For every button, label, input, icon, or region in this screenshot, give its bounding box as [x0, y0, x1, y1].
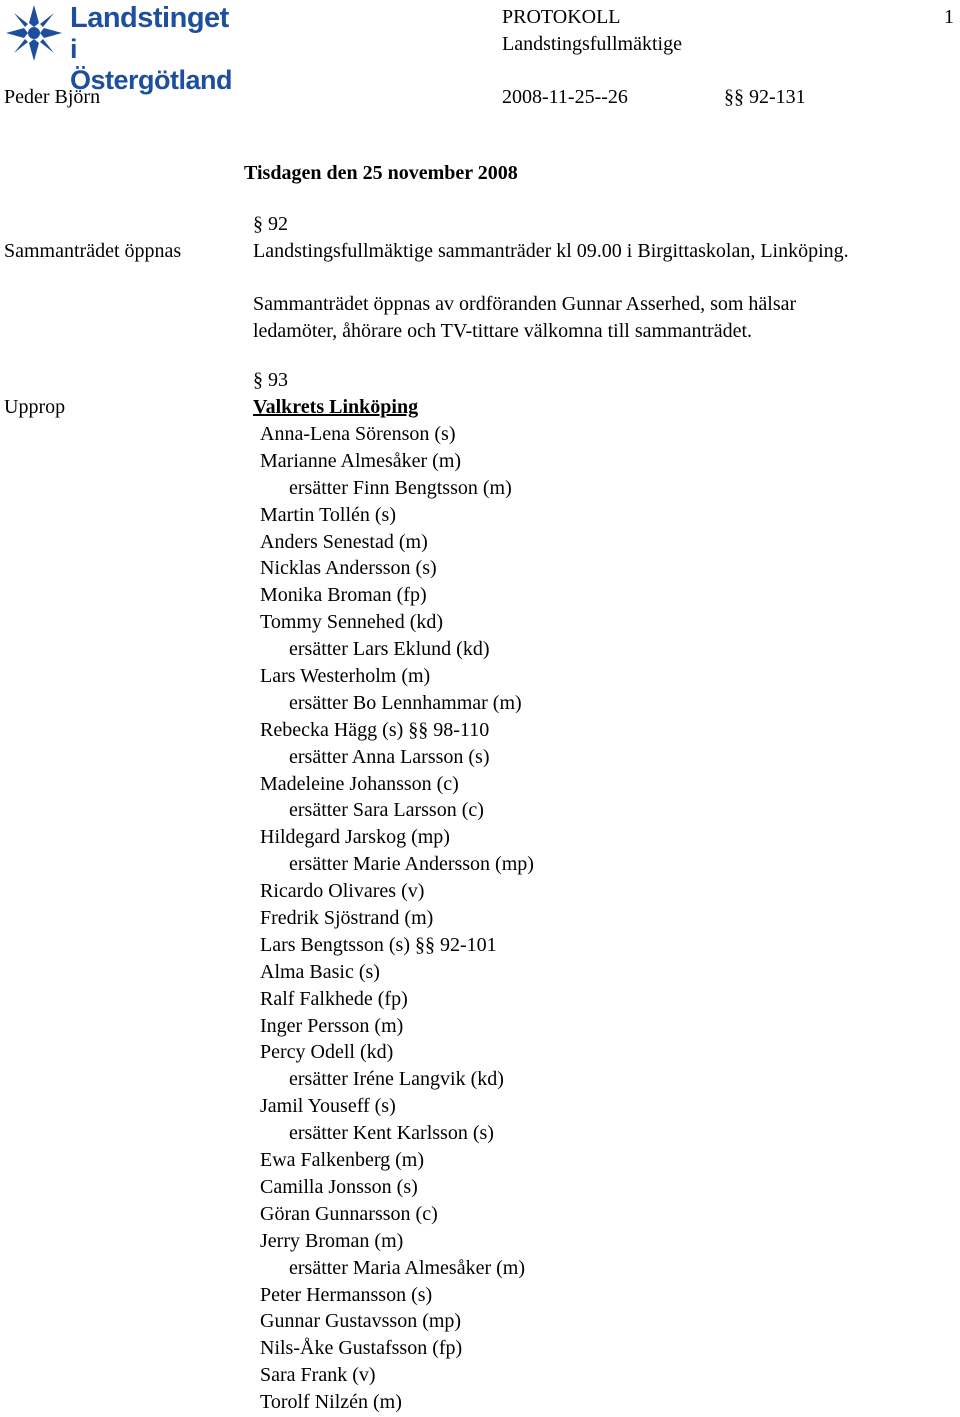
member-item: Anders Senestad (m) — [260, 530, 428, 553]
member-list — [260, 421, 534, 1416]
member-item: Fredrik Sjöstrand (m) — [260, 907, 434, 930]
document-type: PROTOKOLL — [502, 6, 621, 28]
section-93-number: § 93 — [253, 369, 288, 391]
member-item: Monika Broman (fp) — [260, 584, 427, 607]
section-92-paragraph-line-2: ledamöter, åhörare och TV-tittare välkomna till sammanträdet. — [253, 320, 753, 342]
logo-line-1: Landstinget — [70, 2, 229, 34]
section-92-opening-line: Landstingsfullmäktige sammanträder kl 09.00 i Birgittaskolan, Linköping. — [253, 240, 849, 262]
member-item: Madeleine Johansson (c) — [260, 772, 459, 795]
substitute-item: ersätter Finn Bengtsson (m) — [289, 476, 512, 499]
member-item: Rebecka Hägg (s) §§ 98-110 — [260, 718, 490, 741]
member-item: Sara Frank (v) — [260, 1364, 376, 1387]
county-emblem-icon — [4, 3, 64, 63]
substitute-item: ersätter Anna Larsson (s) — [289, 745, 490, 768]
section-92-number: § 92 — [253, 213, 288, 235]
member-item: Nils-Åke Gustafsson (fp) — [260, 1337, 463, 1360]
member-item: Lars Bengtsson (s) §§ 92-101 — [260, 933, 497, 956]
member-item: Göran Gunnarsson (c) — [260, 1202, 438, 1225]
substitute-item: ersätter Lars Eklund (kd) — [289, 638, 490, 661]
member-item: Peter Hermansson (s) — [260, 1283, 433, 1306]
meeting-date: 2008-11-25--26 — [502, 86, 628, 108]
member-item: Jerry Broman (m) — [260, 1229, 404, 1252]
member-item: Inger Persson (m) — [260, 1014, 404, 1037]
member-item: Jamil Youseff (s) — [260, 1095, 396, 1118]
logo-wordmark — [70, 3, 244, 96]
page-number: 1 — [944, 6, 954, 28]
day-heading: Tisdagen den 25 november 2008 — [244, 162, 518, 184]
member-item: Lars Westerholm (m) — [260, 665, 431, 688]
member-item: Anna-Lena Sörenson (s) — [260, 423, 456, 445]
assembly-name: Landstingsfullmäktige — [502, 33, 682, 55]
member-item: Ralf Falkhede (fp) — [260, 987, 408, 1010]
logo-line-2: i Östergötland — [70, 34, 233, 95]
member-item: Gunnar Gustavsson (mp) — [260, 1310, 462, 1333]
substitute-item: ersätter Kent Karlsson (s) — [289, 1122, 494, 1145]
section-93-side-label: Upprop — [4, 396, 66, 418]
district-heading: Valkrets Linköping — [253, 396, 419, 418]
substitute-item: ersätter Maria Almesåker (m) — [289, 1256, 526, 1279]
member-item: Alma Basic (s) — [260, 960, 380, 983]
member-item: Marianne Almesåker (m) — [260, 449, 462, 472]
member-item: Ricardo Olivares (v) — [260, 880, 425, 903]
section-92-side-label: Sammanträdet öppnas — [4, 240, 182, 262]
section-92-paragraph-line-1: Sammanträdet öppnas av ordföranden Gunnar Asserhed, som hälsar — [253, 293, 797, 315]
substitute-item: ersätter Bo Lennhammar (m) — [289, 691, 522, 714]
member-item: Tommy Sennehed (kd) — [260, 611, 444, 634]
substitute-item: ersätter Marie Andersson (mp) — [289, 853, 534, 876]
member-item: Camilla Jonsson (s) — [260, 1175, 418, 1198]
member-item: Ewa Falkenberg (m) — [260, 1149, 425, 1172]
paragraph-range: §§ 92-131 — [724, 86, 806, 108]
county-logo — [4, 2, 244, 95]
member-item: Nicklas Andersson (s) — [260, 557, 437, 580]
substitute-item: ersätter Iréne Langvik (kd) — [289, 1068, 504, 1091]
signer-name: Peder Björn — [4, 86, 101, 108]
member-item: Martin Tollén (s) — [260, 503, 396, 526]
substitute-item: ersätter Sara Larsson (c) — [289, 799, 484, 822]
member-item: Hildegard Jarskog (mp) — [260, 826, 450, 849]
member-item: Torolf Nilzén (m) — [260, 1391, 402, 1414]
member-item: Percy Odell (kd) — [260, 1041, 394, 1064]
